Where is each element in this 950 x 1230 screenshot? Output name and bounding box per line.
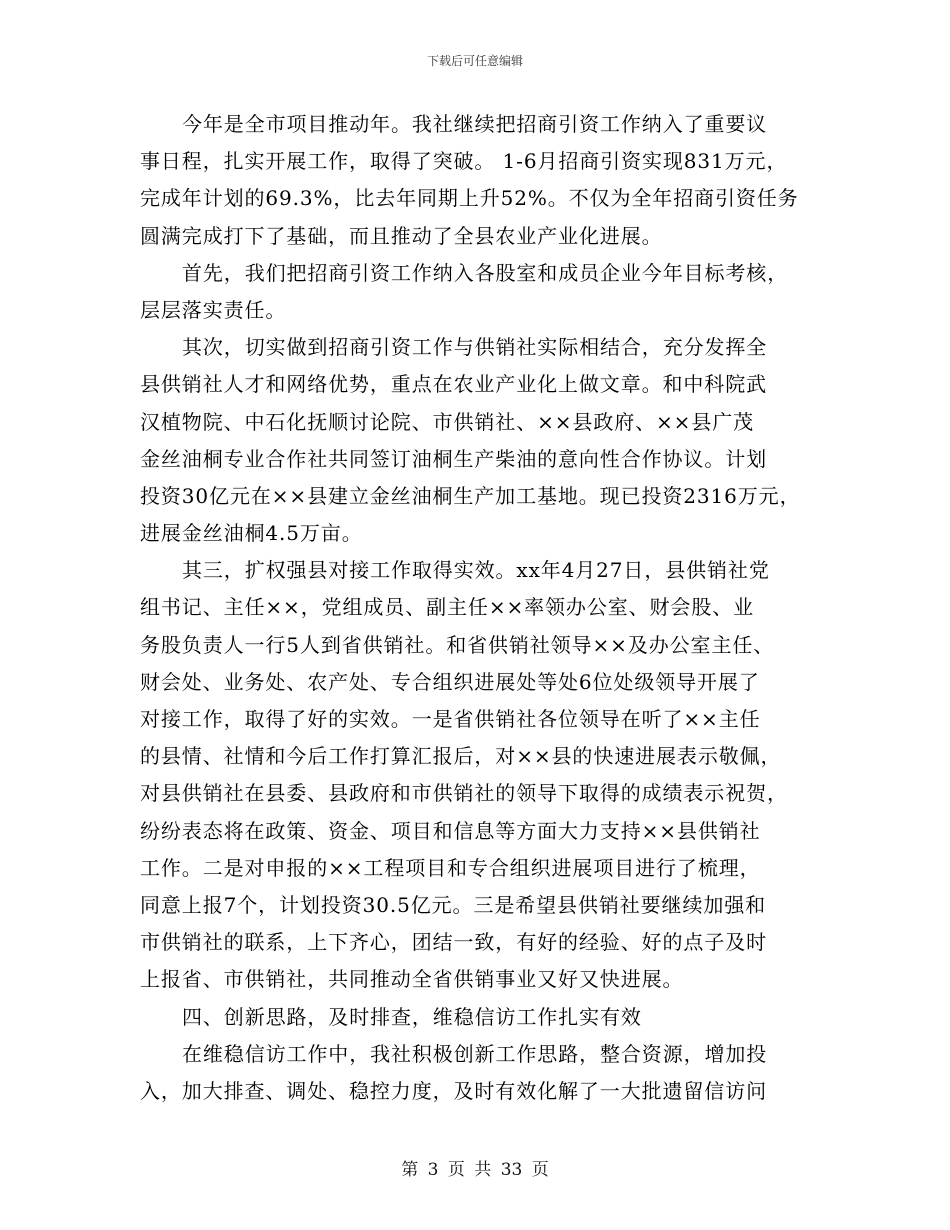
text-line: 事日程，扎实开展工作，取得了突破。 1-6月招商引资实现831万元， bbox=[140, 149, 788, 174]
text-line: 今年是全市项目推动年。我社继续把招商引资工作纳入了重要议 bbox=[182, 112, 768, 136]
text-line: 财会处、业务处、农产处、专合组织进展处等处6位处级领导开展了 bbox=[140, 669, 760, 694]
text-line: 入，加大排查、调处、稳控力度，及时有效化解了一大批遗留信访问 bbox=[140, 1078, 767, 1103]
text-line: 务股负责人一行5人到省供销社。和省供销社领导××及办公室主任、 bbox=[140, 632, 775, 657]
text-line: 对县供销社在县委、县政府和市供销社的领导下取得的成绩表示祝贺， bbox=[140, 781, 788, 806]
text-line: 首先，我们把招商引资工作纳入各股室和成员企业今年目标考核， bbox=[182, 260, 789, 285]
text-line: 同意上报7个，计划投资30.5亿元。三是希望县供销社要继续加强和 bbox=[140, 892, 767, 917]
text-line: 工作。二是对申报的××工程项目和专合组织进展项目进行了梳理， bbox=[140, 855, 761, 880]
text-line: 对接工作，取得了好的实效。一是省供销社各位领导在听了××主任 bbox=[140, 707, 761, 731]
text-line: 纷纷表态将在政策、资金、项目和信息等方面大力支持××县供销社 bbox=[140, 818, 761, 843]
text-line: 完成年计划的69.3%，比去年同期上升52%。不仅为全年招商引资任务 bbox=[140, 186, 799, 211]
page-header-note: 下载后可任意编辑 bbox=[426, 54, 523, 68]
text-line: 四、创新思路，及时排查，维稳信访工作扎实有效 bbox=[182, 1004, 642, 1029]
text-line: 圆满完成打下了基础，而且推动了全县农业产业化进展。 bbox=[140, 223, 663, 248]
text-line: 进展金丝油桐4.5万亩。 bbox=[140, 521, 363, 546]
text-line: 其次，切实做到招商引资工作与供销社实际相结合，充分发挥全 bbox=[182, 335, 768, 360]
text-line: 其三，扩权强县对接工作取得实效。xx年4月27日，县供销社党 bbox=[182, 558, 770, 583]
text-line: 县供销社人才和网络优势，重点在农业产业化上做文章。和中科院武 bbox=[140, 372, 767, 397]
text-line: 层层落实责任。 bbox=[140, 297, 287, 322]
text-line: 市供销社的联系，上下齐心，团结一致，有好的经验、好的点子及时 bbox=[140, 930, 767, 955]
text-line: 金丝油桐专业合作社共同签订油桐生产柴油的意向性合作协议。计划 bbox=[140, 446, 767, 471]
document-body bbox=[140, 106, 830, 1110]
text-line: 在维稳信访工作中，我社积极创新工作思路，整合资源，增加投 bbox=[182, 1041, 768, 1066]
text-line: 上报省、市供销社，共同推动全省供销事业又好又快进展。 bbox=[140, 967, 684, 992]
page-number-footer: 第 3 页 共 33 页 bbox=[401, 1160, 549, 1180]
text-line: 汉植物院、中石化抚顺讨论院、市供销社、××县政府、××县广茂 bbox=[140, 409, 755, 434]
text-line: 组书记、主任××，党组成员、副主任××率领办公室、财会股、业 bbox=[140, 595, 755, 620]
text-line: 投资30亿元在××县建立金丝油桐生产加工基地。现已投资2316万元， bbox=[140, 483, 801, 508]
text-line: 的县情、社情和今后工作打算汇报后，对××县的快速进展表示敬佩， bbox=[140, 744, 782, 769]
